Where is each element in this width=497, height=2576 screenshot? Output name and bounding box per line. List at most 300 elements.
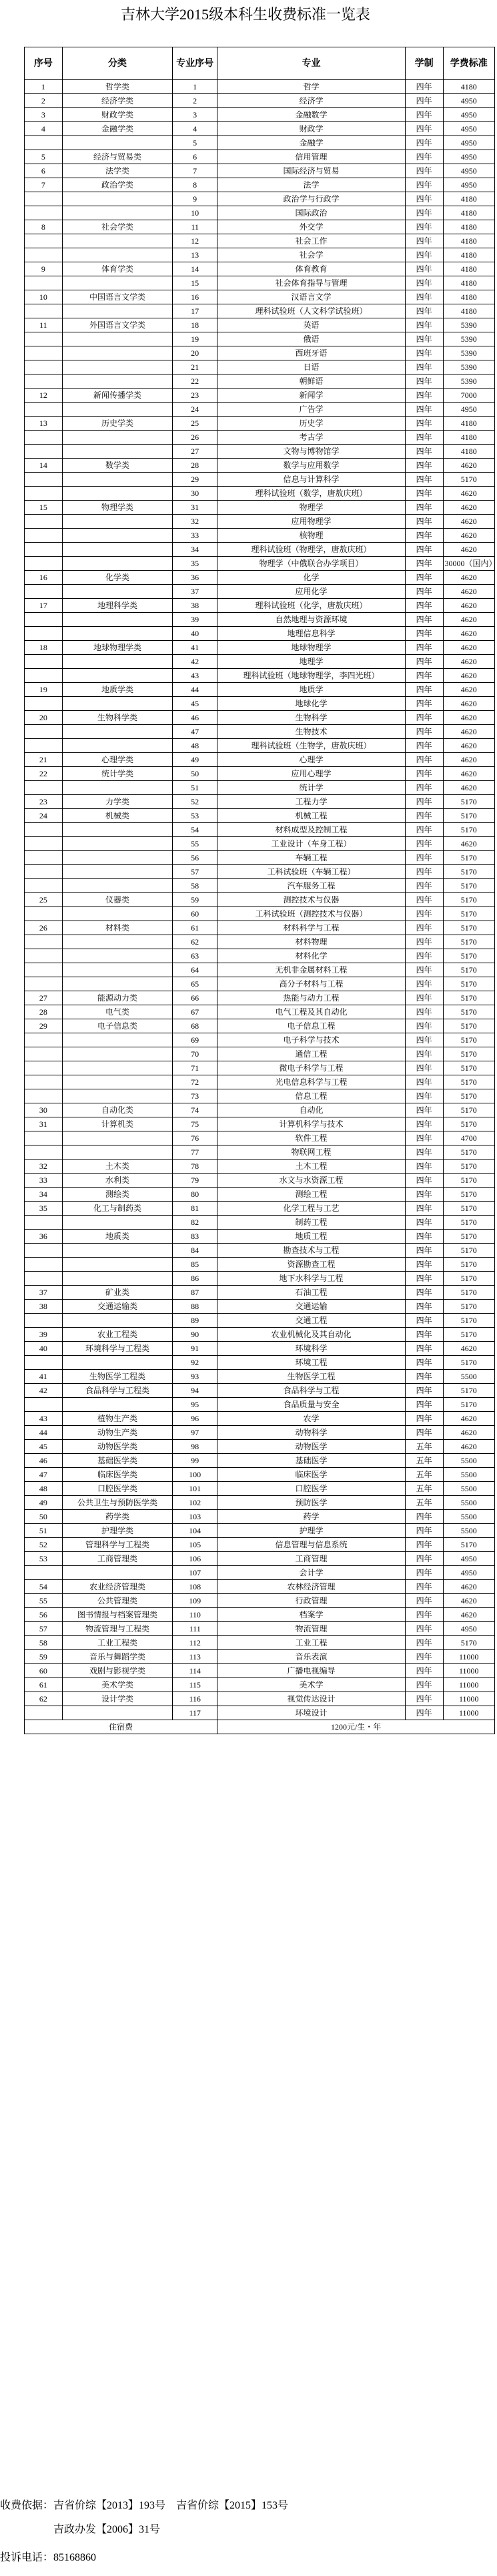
- table-row: [25, 949, 495, 963]
- row-seq: 12: [25, 389, 63, 403]
- table-row: [25, 206, 495, 220]
- row-category: [62, 304, 172, 318]
- row-category: 生物医学工程类: [62, 1370, 172, 1384]
- row-seq: [25, 1706, 63, 1720]
- row-fee: 5390: [443, 318, 495, 332]
- row-category: 电子信息类: [62, 1019, 172, 1033]
- table-row: [25, 80, 495, 94]
- row-seq: 24: [25, 809, 63, 823]
- row-category: [62, 557, 172, 571]
- table-row: [25, 585, 495, 599]
- table-row: [25, 290, 495, 304]
- row-seq: [25, 669, 63, 683]
- row-seq: [25, 725, 63, 739]
- table-row: [25, 697, 495, 711]
- row-duration: 四年: [405, 1636, 443, 1650]
- row-fee: 11000: [443, 1692, 495, 1706]
- row-seq: 22: [25, 767, 63, 781]
- row-major-no: 87: [173, 1286, 217, 1300]
- row-seq: 7: [25, 178, 63, 192]
- row-duration: 四年: [405, 1314, 443, 1328]
- row-seq: 50: [25, 1510, 63, 1524]
- row-major-no: 78: [173, 1160, 217, 1174]
- table-row: [25, 487, 495, 501]
- row-seq: [25, 332, 63, 346]
- row-major-no: 97: [173, 1426, 217, 1440]
- row-fee: 4620: [443, 725, 495, 739]
- row-major-no: 25: [173, 417, 217, 431]
- row-major-no: 39: [173, 613, 217, 627]
- row-seq: 9: [25, 262, 63, 276]
- row-seq: [25, 879, 63, 893]
- row-major-no: 28: [173, 459, 217, 473]
- row-fee: 5170: [443, 1258, 495, 1272]
- row-duration: 四年: [405, 1005, 443, 1019]
- row-category: 地球物理学类: [62, 641, 172, 655]
- row-seq: [25, 557, 63, 571]
- row-category: [62, 781, 172, 795]
- row-fee: 5500: [443, 1482, 495, 1496]
- row-major-no: 66: [173, 991, 217, 1005]
- row-duration: 四年: [405, 865, 443, 879]
- row-major: 机械工程: [217, 809, 405, 823]
- row-category: [62, 963, 172, 977]
- row-major-no: 82: [173, 1216, 217, 1230]
- row-major: 社会学: [217, 248, 405, 262]
- row-major-no: 84: [173, 1244, 217, 1258]
- row-major: 广播电视编导: [217, 1664, 405, 1678]
- row-major-no: 47: [173, 725, 217, 739]
- row-duration: 四年: [405, 360, 443, 374]
- row-duration: 四年: [405, 501, 443, 515]
- row-major-no: 42: [173, 655, 217, 669]
- row-major-no: 103: [173, 1510, 217, 1524]
- row-duration: 四年: [405, 767, 443, 781]
- row-fee: 4620: [443, 613, 495, 627]
- row-fee: 4620: [443, 599, 495, 613]
- row-major-no: 60: [173, 907, 217, 921]
- row-major-no: 104: [173, 1524, 217, 1538]
- row-category: [62, 977, 172, 991]
- table-row: [25, 627, 495, 641]
- row-seq: 19: [25, 683, 63, 697]
- row-major: 历史学: [217, 417, 405, 431]
- row-major-no: 41: [173, 641, 217, 655]
- row-major: 信息管理与信息系统: [217, 1538, 405, 1552]
- row-duration: 四年: [405, 753, 443, 767]
- row-major-no: 54: [173, 823, 217, 837]
- row-duration: 四年: [405, 1692, 443, 1706]
- table-row: [25, 1258, 495, 1272]
- row-fee: 5170: [443, 1061, 495, 1075]
- row-major: 地理学: [217, 655, 405, 669]
- table-row: [25, 1300, 495, 1314]
- row-category: 计算机类: [62, 1117, 172, 1131]
- row-major-no: 109: [173, 1594, 217, 1608]
- row-duration: 四年: [405, 1342, 443, 1356]
- row-duration: 四年: [405, 192, 443, 206]
- row-major: 社会工作: [217, 234, 405, 248]
- row-major-no: 73: [173, 1089, 217, 1103]
- table-row: [25, 150, 495, 164]
- row-fee: 5170: [443, 921, 495, 935]
- row-duration: 四年: [405, 907, 443, 921]
- row-fee: 5170: [443, 1117, 495, 1131]
- row-category: [62, 627, 172, 641]
- row-fee: 5390: [443, 374, 495, 389]
- row-seq: 37: [25, 1286, 63, 1300]
- row-duration: 四年: [405, 795, 443, 809]
- row-fee: 5500: [443, 1370, 495, 1384]
- row-category: 环境科学与工程类: [62, 1342, 172, 1356]
- row-fee: 5170: [443, 949, 495, 963]
- header-category: 分类: [62, 47, 172, 80]
- row-duration: 五年: [405, 1468, 443, 1482]
- row-major: 环境科学: [217, 1342, 405, 1356]
- row-seq: [25, 1566, 63, 1580]
- row-fee: 4620: [443, 697, 495, 711]
- row-fee: 4620: [443, 543, 495, 557]
- row-duration: 四年: [405, 1538, 443, 1552]
- row-duration: 四年: [405, 220, 443, 234]
- row-duration: 四年: [405, 1510, 443, 1524]
- row-major-no: 30: [173, 487, 217, 501]
- row-seq: 46: [25, 1454, 63, 1468]
- row-fee: 4180: [443, 290, 495, 304]
- row-duration: 四年: [405, 1594, 443, 1608]
- table-row: [25, 136, 495, 150]
- row-major-no: 116: [173, 1692, 217, 1706]
- row-duration: 四年: [405, 150, 443, 164]
- row-fee: 5170: [443, 1398, 495, 1412]
- row-duration: 四年: [405, 571, 443, 585]
- row-category: [62, 332, 172, 346]
- table-row: [25, 1468, 495, 1482]
- row-category: [62, 1244, 172, 1258]
- row-category: 测绘类: [62, 1188, 172, 1202]
- row-fee: 5170: [443, 1300, 495, 1314]
- row-fee: 4180: [443, 206, 495, 220]
- row-major: 汉语言文学: [217, 290, 405, 304]
- row-seq: [25, 935, 63, 949]
- row-duration: 四年: [405, 136, 443, 150]
- row-seq: 5: [25, 150, 63, 164]
- row-seq: 32: [25, 1160, 63, 1174]
- table-row: [25, 893, 495, 907]
- row-category: 材料类: [62, 921, 172, 935]
- row-fee: 4180: [443, 80, 495, 94]
- row-major-no: 36: [173, 571, 217, 585]
- row-major-no: 108: [173, 1580, 217, 1594]
- row-category: 工业工程类: [62, 1636, 172, 1650]
- table-row: [25, 795, 495, 809]
- row-category: [62, 529, 172, 543]
- row-major-no: 76: [173, 1131, 217, 1145]
- row-duration: 四年: [405, 823, 443, 837]
- row-duration: 四年: [405, 346, 443, 360]
- table-row: [25, 473, 495, 487]
- row-major: 勘查技术与工程: [217, 1244, 405, 1258]
- row-major: 理科试验班（人文科学试验班）: [217, 304, 405, 318]
- row-major-no: 35: [173, 557, 217, 571]
- row-seq: [25, 613, 63, 627]
- row-major-no: 74: [173, 1103, 217, 1117]
- row-major-no: 77: [173, 1145, 217, 1160]
- row-fee: 5500: [443, 1468, 495, 1482]
- row-major-no: 62: [173, 935, 217, 949]
- row-major-no: 49: [173, 753, 217, 767]
- row-major: 护理学: [217, 1524, 405, 1538]
- row-category: 历史学类: [62, 417, 172, 431]
- row-duration: 四年: [405, 1174, 443, 1188]
- row-major: 车辆工程: [217, 851, 405, 865]
- row-major-no: 72: [173, 1075, 217, 1089]
- row-duration: 四年: [405, 473, 443, 487]
- row-fee: 4180: [443, 431, 495, 445]
- row-major-no: 3: [173, 108, 217, 122]
- row-major-no: 58: [173, 879, 217, 893]
- row-duration: 四年: [405, 781, 443, 795]
- row-duration: 四年: [405, 164, 443, 178]
- row-major-no: 5: [173, 136, 217, 150]
- row-major-no: 95: [173, 1398, 217, 1412]
- table-row: [25, 1580, 495, 1594]
- row-category: [62, 1131, 172, 1145]
- row-fee: 4620: [443, 1426, 495, 1440]
- row-major: 广告学: [217, 403, 405, 417]
- row-major-no: 65: [173, 977, 217, 991]
- row-major: 交通工程: [217, 1314, 405, 1328]
- row-category: [62, 697, 172, 711]
- row-category: 地质学类: [62, 683, 172, 697]
- row-fee: 5170: [443, 823, 495, 837]
- row-major: 材料化学: [217, 949, 405, 963]
- table-row: [25, 837, 495, 851]
- row-category: 矿业类: [62, 1286, 172, 1300]
- row-seq: [25, 697, 63, 711]
- row-seq: [25, 823, 63, 837]
- row-major-no: 67: [173, 1005, 217, 1019]
- row-major: 无机非金属材料工程: [217, 963, 405, 977]
- row-major: 汽车服务工程: [217, 879, 405, 893]
- row-seq: 3: [25, 108, 63, 122]
- row-major-no: 111: [173, 1622, 217, 1636]
- row-duration: 四年: [405, 557, 443, 571]
- row-major: 金融数学: [217, 108, 405, 122]
- row-fee: 5170: [443, 1089, 495, 1103]
- row-duration: 四年: [405, 1286, 443, 1300]
- row-seq: [25, 1398, 63, 1412]
- row-major: 信用管理: [217, 150, 405, 164]
- row-fee: 4950: [443, 94, 495, 108]
- row-major: 工科试验班（测控技术与仪器）: [217, 907, 405, 921]
- row-major: 化学工程与工艺: [217, 1202, 405, 1216]
- row-duration: 四年: [405, 276, 443, 290]
- row-fee: 5170: [443, 1286, 495, 1300]
- row-major: 食品科学与工程: [217, 1384, 405, 1398]
- phone-label: 投诉电话：: [0, 2552, 54, 2563]
- row-category: 经济与贸易类: [62, 150, 172, 164]
- row-seq: [25, 865, 63, 879]
- row-category: 化学类: [62, 571, 172, 585]
- table-row: [25, 1188, 495, 1202]
- table-row: [25, 1482, 495, 1496]
- table-row: [25, 178, 495, 192]
- row-seq: 20: [25, 711, 63, 725]
- row-major: 地质学: [217, 683, 405, 697]
- row-major: 口腔医学: [217, 1482, 405, 1496]
- row-category: 公共管理类: [62, 1594, 172, 1608]
- header-seq: 序号: [25, 47, 63, 80]
- table-row: [25, 1636, 495, 1650]
- row-duration: 四年: [405, 318, 443, 332]
- row-seq: 30: [25, 1103, 63, 1117]
- row-category: 经济学类: [62, 94, 172, 108]
- row-seq: [25, 445, 63, 459]
- table-row: [25, 1566, 495, 1580]
- row-category: [62, 374, 172, 389]
- row-fee: 4620: [443, 711, 495, 725]
- row-fee: 5500: [443, 1524, 495, 1538]
- row-seq: 16: [25, 571, 63, 585]
- row-fee: 5170: [443, 795, 495, 809]
- row-seq: 60: [25, 1664, 63, 1678]
- row-fee: 5390: [443, 332, 495, 346]
- table-row: [25, 318, 495, 332]
- row-seq: 11: [25, 318, 63, 332]
- table-row: [25, 753, 495, 767]
- table-row: [25, 1089, 495, 1103]
- row-duration: 四年: [405, 1552, 443, 1566]
- row-major: 基础医学: [217, 1454, 405, 1468]
- table-row: [25, 571, 495, 585]
- row-major: 材料成型及控制工程: [217, 823, 405, 837]
- row-duration: 四年: [405, 417, 443, 431]
- row-major-no: 85: [173, 1258, 217, 1272]
- row-seq: 45: [25, 1440, 63, 1454]
- row-major: 文物与博物馆学: [217, 445, 405, 459]
- row-fee: 4180: [443, 304, 495, 318]
- row-seq: [25, 529, 63, 543]
- row-category: [62, 487, 172, 501]
- row-seq: 53: [25, 1552, 63, 1566]
- row-category: 农业工程类: [62, 1328, 172, 1342]
- row-category: 动物生产类: [62, 1426, 172, 1440]
- row-category: [62, 276, 172, 290]
- row-seq: 40: [25, 1342, 63, 1356]
- row-duration: 四年: [405, 403, 443, 417]
- row-major-no: 23: [173, 389, 217, 403]
- table-row: [25, 543, 495, 557]
- row-fee: 4620: [443, 641, 495, 655]
- table-row: [25, 1650, 495, 1664]
- table-row: [25, 360, 495, 374]
- row-seq: 31: [25, 1117, 63, 1131]
- row-fee: 5170: [443, 851, 495, 865]
- row-fee: 5170: [443, 935, 495, 949]
- row-duration: 四年: [405, 893, 443, 907]
- row-category: [62, 1061, 172, 1075]
- row-major: 体育教育: [217, 262, 405, 276]
- row-major: 视觉传达设计: [217, 1692, 405, 1706]
- row-major: 工商管理: [217, 1552, 405, 1566]
- row-category: 物流管理与工程类: [62, 1622, 172, 1636]
- table-row: [25, 1678, 495, 1692]
- row-major: 音乐表演: [217, 1650, 405, 1664]
- row-fee: 5170: [443, 977, 495, 991]
- row-seq: [25, 655, 63, 669]
- row-fee: 5170: [443, 1075, 495, 1089]
- table-row: [25, 711, 495, 725]
- table-row: [25, 1328, 495, 1342]
- row-fee: 4180: [443, 276, 495, 290]
- row-fee: 4950: [443, 403, 495, 417]
- row-seq: [25, 192, 63, 206]
- row-seq: 17: [25, 599, 63, 613]
- row-seq: 23: [25, 795, 63, 809]
- table-row: [25, 1202, 495, 1216]
- header-major-no: 专业序号: [173, 47, 217, 80]
- row-major-no: 37: [173, 585, 217, 599]
- row-category: [62, 1258, 172, 1272]
- row-seq: 14: [25, 459, 63, 473]
- row-duration: 四年: [405, 1047, 443, 1061]
- row-seq: 62: [25, 1692, 63, 1706]
- row-category: [62, 851, 172, 865]
- row-major-no: 92: [173, 1356, 217, 1370]
- row-duration: 四年: [405, 613, 443, 627]
- row-fee: 5500: [443, 1454, 495, 1468]
- row-category: [62, 360, 172, 374]
- basis-doc-3: 吉政办发【2006】31号: [53, 2524, 161, 2535]
- row-major-no: 63: [173, 949, 217, 963]
- row-category: 力学类: [62, 795, 172, 809]
- row-category: 地理科学类: [62, 599, 172, 613]
- table-row: [25, 1286, 495, 1300]
- row-category: 政治学类: [62, 178, 172, 192]
- table-row: [25, 781, 495, 795]
- row-duration: 四年: [405, 389, 443, 403]
- row-major-no: 9: [173, 192, 217, 206]
- row-major: 化学: [217, 571, 405, 585]
- row-seq: [25, 1145, 63, 1160]
- row-major-no: 71: [173, 1061, 217, 1075]
- row-major-no: 43: [173, 669, 217, 683]
- row-fee: 4950: [443, 150, 495, 164]
- row-fee: 5170: [443, 1103, 495, 1117]
- row-major-no: 81: [173, 1202, 217, 1216]
- row-duration: 四年: [405, 1019, 443, 1033]
- table-row: [25, 1314, 495, 1328]
- row-fee: 5170: [443, 809, 495, 823]
- row-major: 工科试验班（车辆工程）: [217, 865, 405, 879]
- row-major: 理科试验班（化学，唐敖庆班）: [217, 599, 405, 613]
- row-duration: 四年: [405, 599, 443, 613]
- table-row: [25, 1370, 495, 1384]
- row-seq: [25, 1131, 63, 1145]
- table-row: [25, 304, 495, 318]
- row-major: 信息工程: [217, 1089, 405, 1103]
- row-fee: 5170: [443, 893, 495, 907]
- table-row: [25, 1664, 495, 1678]
- row-fee: 4620: [443, 627, 495, 641]
- row-fee: 5170: [443, 1314, 495, 1328]
- row-seq: 39: [25, 1328, 63, 1342]
- row-major: 动物科学: [217, 1426, 405, 1440]
- row-major: 数学与应用数学: [217, 459, 405, 473]
- row-category: 仪器类: [62, 893, 172, 907]
- row-duration: 四年: [405, 669, 443, 683]
